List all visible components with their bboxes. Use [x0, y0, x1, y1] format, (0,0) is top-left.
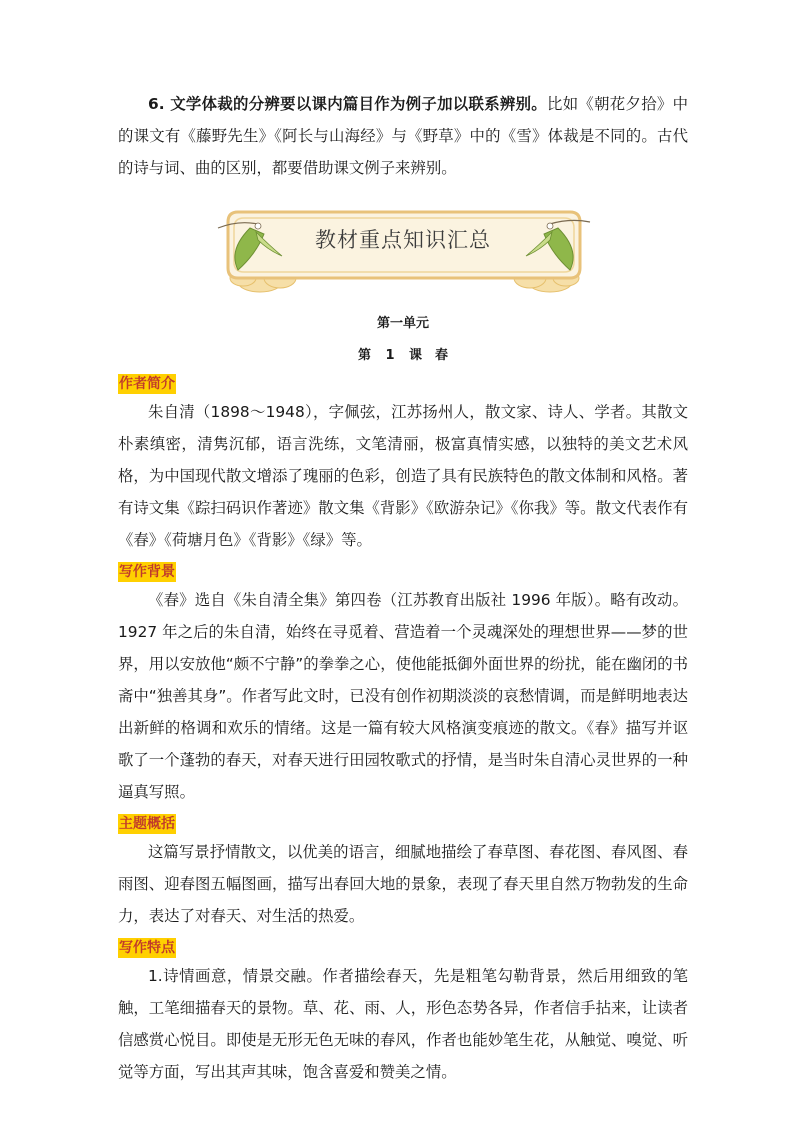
- section-heading: 写作特点: [119, 940, 175, 956]
- intro-rest: 比如《朝花夕拾》中的课文有《藤野先生》《阿长与山海经》与《野草》中的《雪》体裁是不同的。古代的诗与词、曲的区别，都要借助课文例子来辨别。: [118, 95, 688, 177]
- section-heading: 主题概括: [119, 816, 175, 832]
- section-author: [118, 370, 688, 556]
- section-background: [118, 558, 688, 808]
- section-features: [118, 934, 688, 1088]
- section-text: 朱自清（1898～1948），字佩弦，江苏扬州人，散文家、诗人、学者。其散文朴素缜密，清隽沉郁，语言洗练，文笔清丽，极富真情实感，以独特的美文艺术风格，为中国现代散文增添了瑰丽的色彩，创造了具有民族特色的散文体制和风格。著有诗文集《踪扫码识作著迹》散文集《背影》《欧游杂记》《你我》等。散文代表作有《春》《荷塘月色》《背影》《绿》等。: [118, 403, 688, 549]
- banner-title: 教材重点知识汇总: [315, 228, 491, 252]
- section-banner: [198, 198, 608, 298]
- section-text: 这篇写景抒情散文，以优美的语言，细腻地描绘了春草图、春花图、春风图、春雨图、迎春图五幅图画，描写出春回大地的景象，表现了春天里自然万物勃发的生命力，表达了对春天、对生活的热爱。: [118, 843, 688, 925]
- section-heading: 作者简介: [119, 376, 175, 392]
- lesson-title: 第 1 课 春: [357, 348, 449, 363]
- intro-lead: 6. 文学体裁的分辨要以课内篇目作为例子加以联系辨别。: [148, 95, 547, 113]
- intro-paragraph: [118, 88, 688, 184]
- unit-title: 第一单元: [376, 316, 429, 331]
- section-text: 1.诗情画意，情景交融。作者描绘春天，先是粗笔勾勒背景，然后用细致的笔触，工笔细描春天的景物。草、花、雨、人，形色态势各异，作者信手拈来，让读者信感赏心悦目。即使是无形无色无味的春风，作者也能妙笔生花，从触觉、嗅觉、听觉等方面，写出其声其味，饱含喜爱和赞美之情。: [118, 967, 688, 1081]
- document-content: [118, 88, 688, 1088]
- section-heading: 写作背景: [119, 564, 175, 580]
- section-theme: [118, 810, 688, 932]
- section-text: 《春》选自《朱自清全集》第四卷（江苏教育出版社 1996 年版）。略有改动。1927 年之后的朱自清，始终在寻觅着、营造着一个灵魂深处的理想世界——梦的世界，用以安放他“颇不宁静”的拳拳之心，使他能抵御外面世界的纷扰，能在幽闭的书斋中“独善其身”。作者写此文时，已没有创作初期淡淡的哀愁情调，而是鲜明地表达出新鲜的格调和欢乐的情绪。这是一篇有较大风格演变痕迹的散文。《春》描写并讴歌了一个蓬勃的春天，对春天进行田园牧歌式的抒情，是当时朱自清心灵世界的一种逼真写照。: [118, 591, 689, 801]
